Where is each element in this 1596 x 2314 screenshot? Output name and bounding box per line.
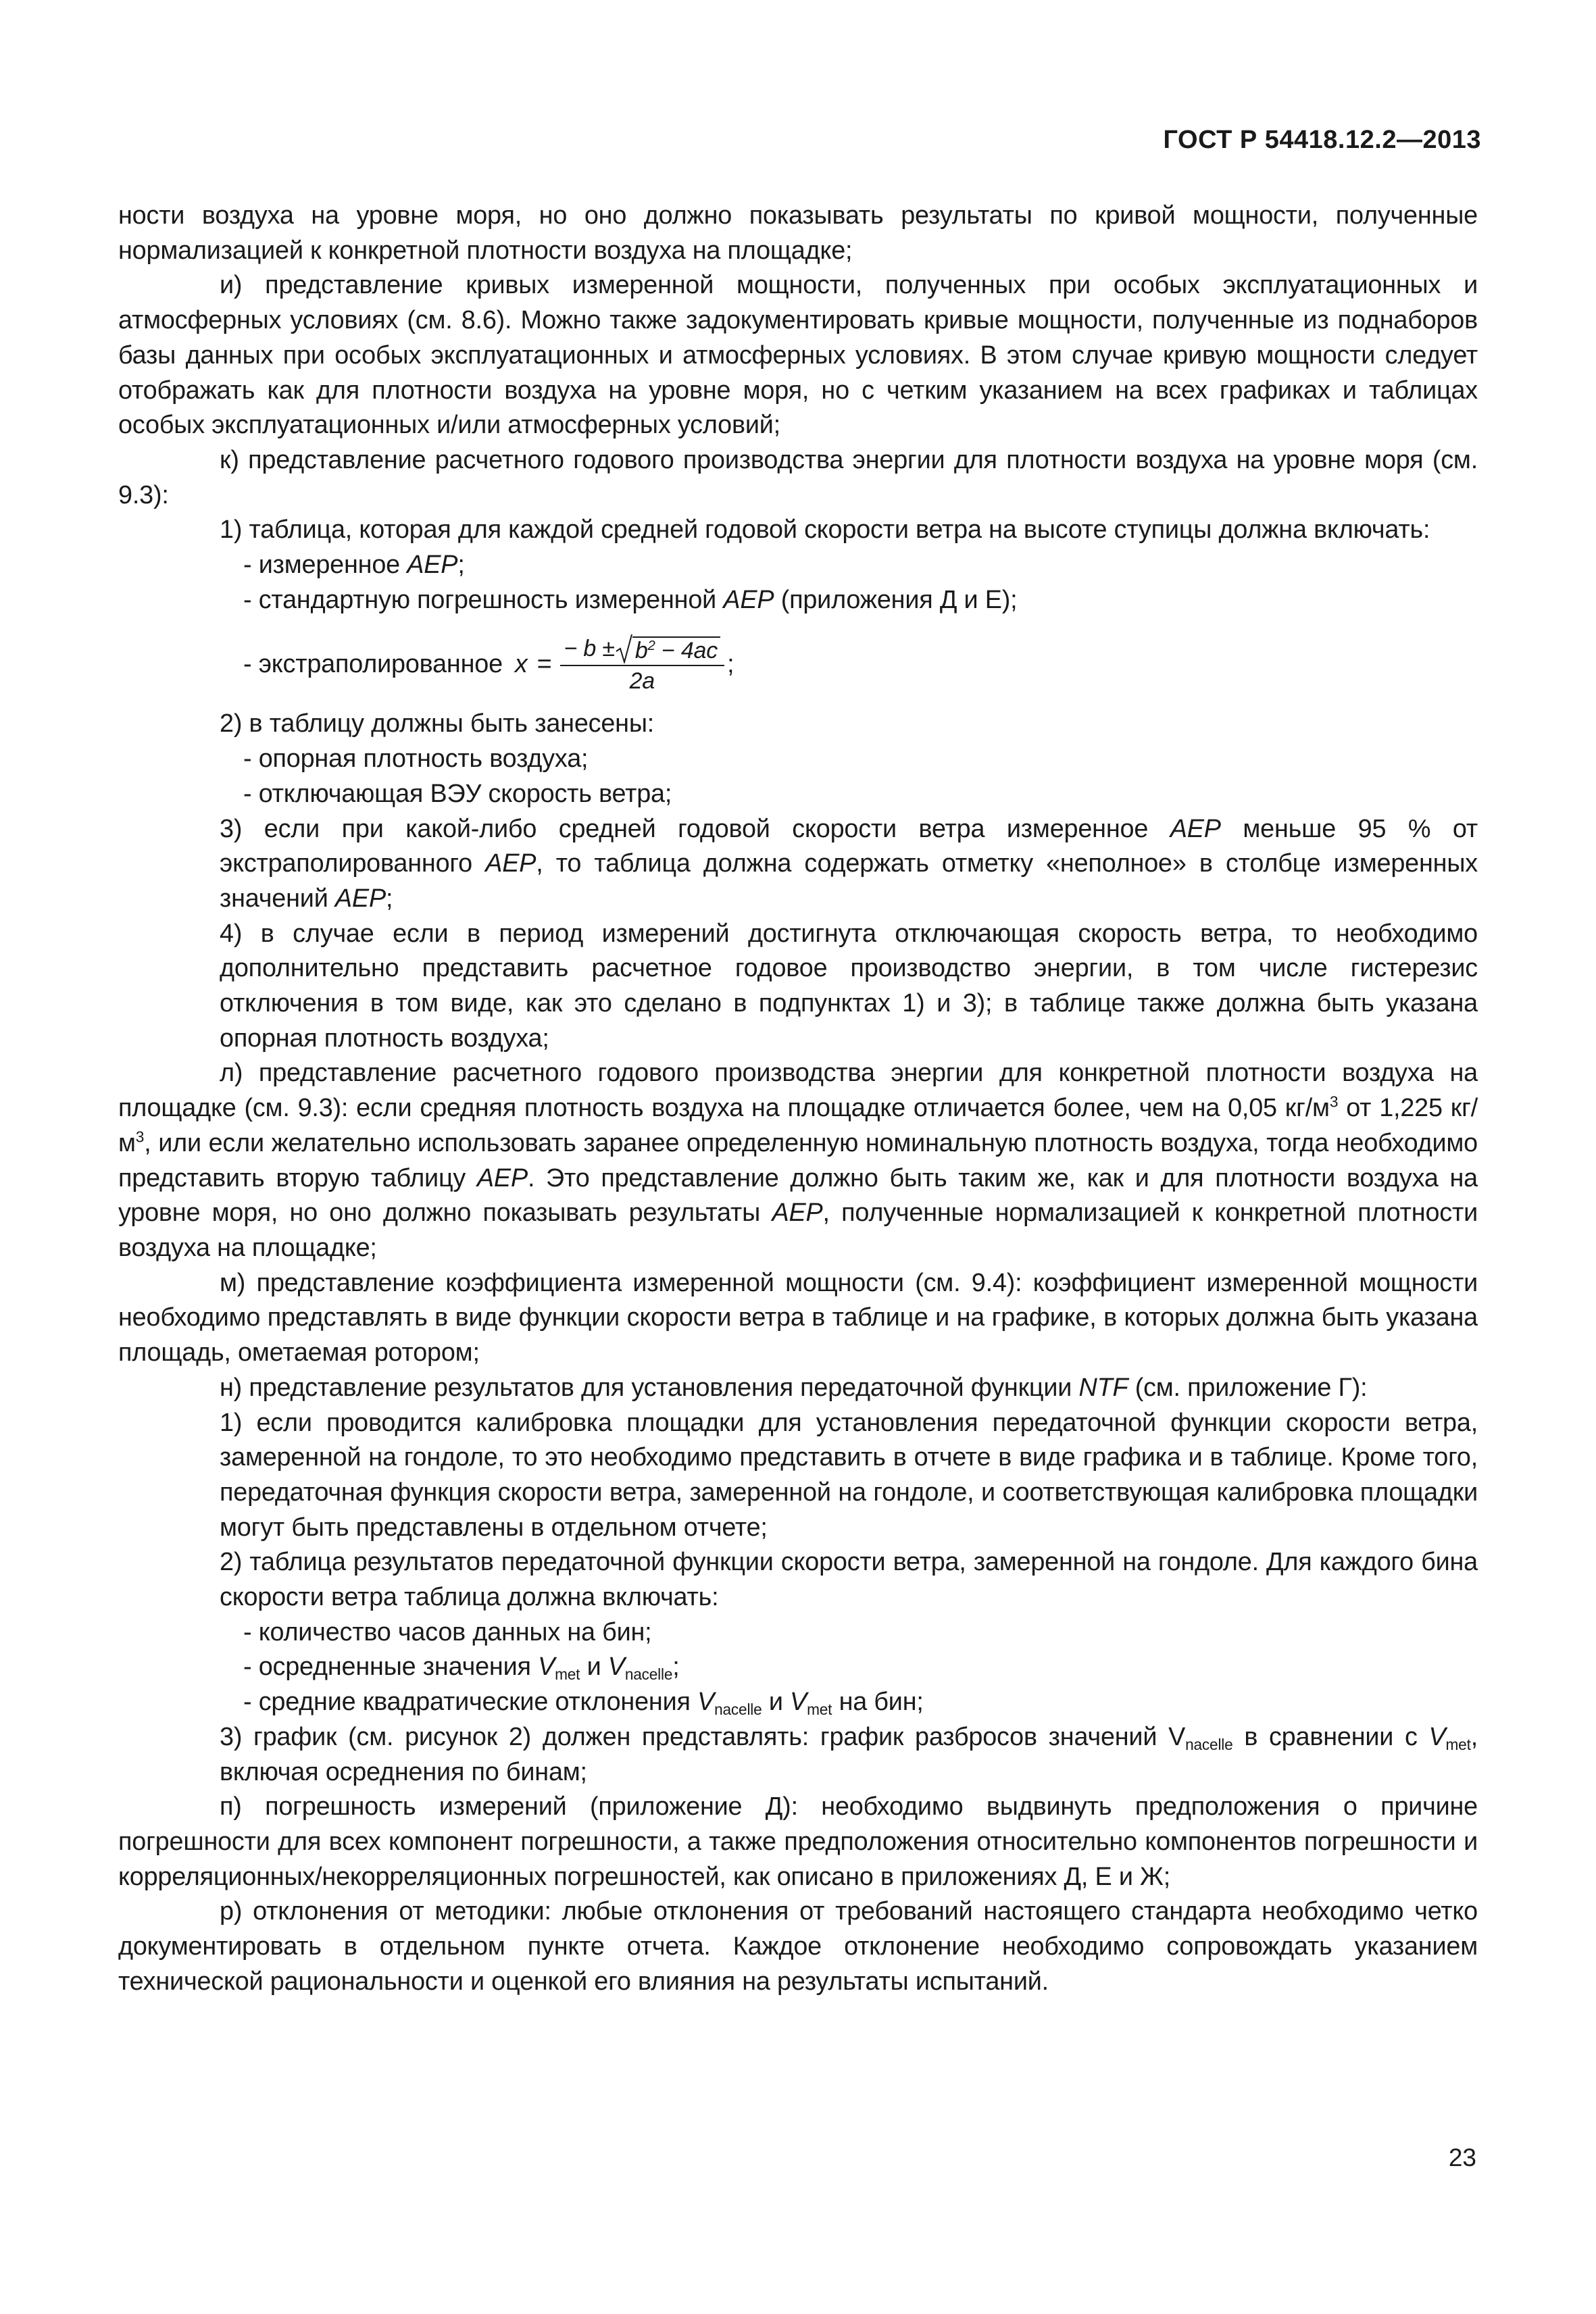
formula-denominator: 2a	[629, 668, 655, 695]
item-n-3: 3) график (см. рисунок 2) должен представлять: график разбросов значений $V_{nacelle}$ в сравнении с $V_{met}$, включая осреднения по бинам;	[220, 1722, 1478, 1786]
item-k-3: 3) если при какой-либо средней годовой скорости ветра измеренное AEP меньше 95 % от экстраполированного AEP, то таблица должна содержать отметку «неполное» в столбце измеренных значений AEP;	[220, 814, 1478, 913]
item-k-2-b: - отключающая ВЭУ скорость ветра;	[243, 779, 672, 808]
item-k-1-a: - измеренное AEP;	[243, 551, 465, 580]
item-p: п) погрешность измерений (приложение Д): необходимо выдвинуть предположения о причине погрешности для всех компонент погрешности, а также предположения относительно компонентов погрешности и корреляционных/некорреляционных погрешностей, как описано в приложениях Д, Е и Ж;	[118, 1792, 1478, 1891]
item-r: р) отклонения от методики: любые отклонения от требований настоящего стандарта необходимо четко документировать в отдельном пункте отчета. Каждое отклонение необходимо сопровождать указанием технической рациональности и оценкой его влияния на результаты испытаний.	[118, 1897, 1478, 1996]
item-n-2-c: - средние квадратические отклонения $V_{nacelle}$ и $V_{met}$ на бин;	[243, 1688, 924, 1718]
formula-fraction	[560, 634, 725, 695]
item-n: н) представление результатов для установления передаточной функции NTF (см. приложение Г):	[220, 1373, 1368, 1402]
item-k-1-b: - стандартную погрешность измеренной AEP (приложения Д и Е);	[243, 585, 1018, 614]
document-code: ГОСТ Р 54418.12.2—2013	[1163, 126, 1481, 154]
item-k-2: 2) в таблицу должны быть занесены:	[220, 709, 655, 738]
page-number: 23	[1448, 2144, 1476, 2171]
paragraph-continuation: ности воздуха на уровне моря, но оно должно показывать результаты по кривой мощности, полученные нормализацией к конкретной плотности воздуха на площадке;	[118, 201, 1478, 265]
item-i: и) представление кривых измеренной мощности, полученных при особых эксплуатационных и атмосферных условиях (см. 8.6). Можно также задокументировать кривые мощности, полученные из поднаборов базы данных при особых эксплуатационных и атмосферных условиях. В этом случае кривую мощности следует отображать как для плотности воздуха на уровне моря, но с четким указанием на всех графиках и таблицах особых эксплуатационных и/или атмосферных условий;	[118, 271, 1478, 440]
item-n-1: 1) если проводится калибровка площадки для установления передаточной функции скорости ветра, замеренной на гондоле, то это необходимо представить в отчете в виде графика и в таблице. Кроме того, передаточная функция скорости ветра, замеренной на гондоле, и соответствующая калибровка площадки могут быть представлены в отдельном отчете;	[220, 1408, 1478, 1542]
item-k-4: 4) в случае если в период измерений достигнута отключающая скорость ветра, то необходимо дополнительно представить расчетное годовое производство энергии, в том числе гистерезис отключения в том виде, как это сделано в подпунктах 1) и 3); в таблице также должна быть указана опорная плотность воздуха;	[220, 919, 1478, 1053]
document-body	[118, 199, 1478, 1999]
item-k-1-c: - экстраполированное x = − b ± $b^2 - 4ac$ 2a ;	[118, 622, 1478, 707]
square-root: $b^2 - 4ac$	[615, 634, 720, 663]
item-k-2-a: - опорная плотность воздуха;	[243, 745, 589, 774]
formula-numerator: − b ± $b^2 - 4ac$	[560, 634, 725, 666]
item-k: к) представление расчетного годового производства энергии для плотности воздуха на уровне моря (см. 9.3):	[118, 445, 1478, 509]
item-l: л) представление расчетного годового производства энергии для конкретной плотности воздуха на площадке (см. 9.3): если средняя плотность воздуха на площадке отличается более, чем на 0,05 $кг/м^3$ от 1,225 $кг/м^3$, или если желательно использовать заранее определенную номинальную плотность воздуха, тогда необходимо представить вторую таблицу AEP. Это представление должно быть таким же, как и для плотности воздуха на уровне моря, но оно должно показывать результаты AEP, полученные нормализацией к конкретной плотности воздуха на площадке;	[118, 1059, 1478, 1262]
item-n-2: 2) таблица результатов передаточной функции скорости ветра, замеренной на гондоле. Для каждого бина скорости ветра таблица должна включать:	[220, 1548, 1478, 1612]
item-n-2-b: - осредненные значения $V_{met}$ и $V_{nacelle}$;	[243, 1653, 680, 1684]
quadratic-formula: x = − b ± $b^2 - 4ac$ 2a ;	[515, 634, 734, 695]
item-k-1: 1) таблица, которая для каждой средней годовой скорости ветра на высоте ступицы должна включать:	[220, 515, 1430, 545]
item-n-2-a: - количество часов данных на бин;	[243, 1617, 652, 1646]
item-m: м) представление коэффициента измеренной мощности (см. 9.4): коэффициент измеренной мощности необходимо представлять в виде функции скорости ветра в таблице и на графике, в которых должна быть указана площадь, ометаемая ротором;	[118, 1268, 1478, 1367]
radical-sign-icon	[615, 634, 632, 663]
